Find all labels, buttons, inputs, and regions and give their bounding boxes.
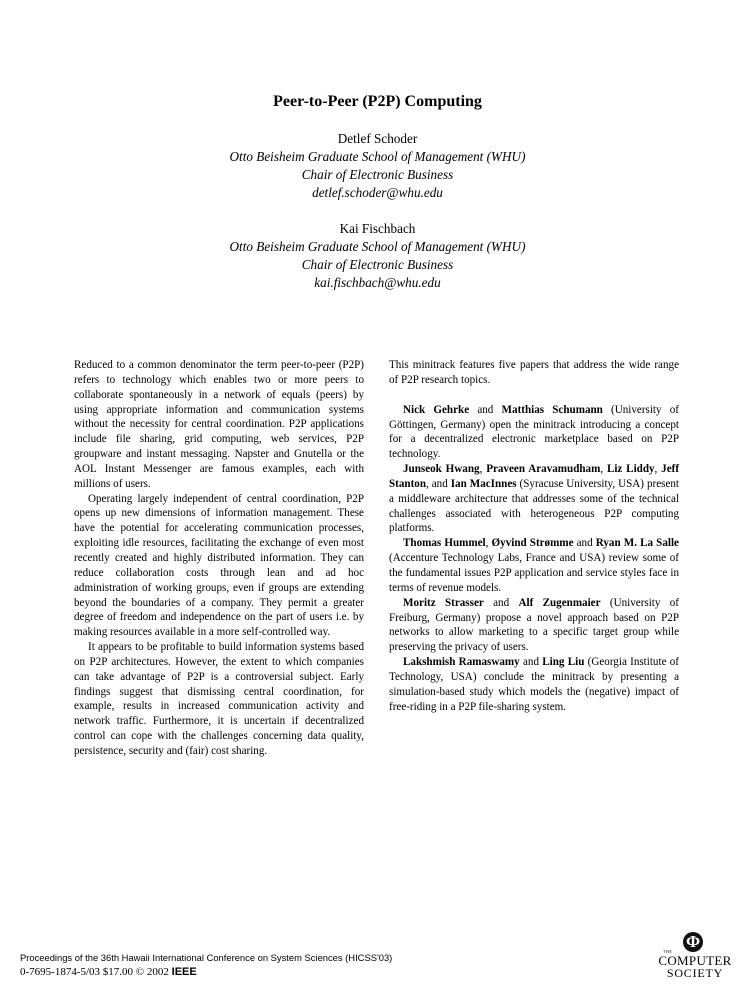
paper-summary: Junseok Hwang, Praveen Aravamudham, Liz Liddy, Jeff Stanton, and Ian MacInnes (Syracuse University, USA) present a middleware architecture that addresses some of the technical challenges associated with heterogeneous P2P computing platforms. (389, 463, 680, 535)
paper-author: Matthias Schumann (501, 403, 603, 416)
paper-author: Thomas Hummel (403, 537, 486, 550)
phi-icon: Φ (683, 932, 703, 952)
author-2 (0, 220, 755, 292)
paper-author: Jeff Stanton (389, 463, 680, 490)
paragraph: It appears to be profitable to build information systems based on P2P architectures. However, the extent to which companies can take advantage of P2P is a controversial subject. Early findings suggest that dismissing central coordination, for example, results in increased communication activity and network traffic. Furthermore, it is uncertain if decentralized control can cope with the challenges concerning data quality, persistence, security and (fair) cost sharing. (74, 641, 364, 757)
author-name: Detlef Schoder (337, 131, 418, 146)
author-department: Chair of Electronic Business (301, 167, 454, 182)
author-email: detlef.schoder@whu.edu (312, 185, 443, 200)
intro-paragraph: This minitrack features five papers that address the wide range of P2P research topics. (389, 359, 679, 386)
right-column (389, 358, 679, 714)
paragraph: Reduced to a common denominator the term peer-to-peer (P2P) refers to technology which enables two or more peers to collaborate spontaneously in a network of equals (peers) by using appropriate information and communication systems without the necessity for central coordination. P2P applications include file sharing, grid computing, web services, P2P groupware and instant messaging. Napster and Gnutella or the AOL Instant Messenger are famous examples, each with millions of users. (74, 359, 364, 490)
paragraph: Operating largely independent of central coordination, P2P opens up new dimensions of information management. These have the potential for accelerating communication processes, exploiting idle resources, facilitating the exchange of even most recently created and highly distributed information. They can reduce collaboration costs through lean and ad hoc administration of working groups, even if groups are extending beyond the boundaries of a company. They permit a greater degree of freedom and independence on the part of users i.e. by making resources available in a more self-controlled way. (74, 492, 364, 639)
author-department: Chair of Electronic Business (301, 257, 454, 272)
paper-author: Ian MacInnes (450, 477, 517, 490)
logo-computer: COMPUTER (658, 953, 732, 968)
paper-summary: Nick Gehrke and Matthias Schumann (University of Göttingen, Germany) open the minitrack introducing a concept for a decentralized electronic marketplace based on P2P technology. (389, 403, 679, 461)
left-column (74, 358, 364, 759)
paper-summary: Moritz Strasser and Alf Zugenmaier (University of Freiburg, Germany) propose a novel approach based on P2P networks to allow marketing to a specific target group while preserving the privacy of users. (389, 596, 679, 654)
paper-author: Alf Zugenmaier (518, 596, 601, 609)
papers-list (389, 403, 679, 715)
paper-author: Praveen Aravamudham (486, 463, 601, 476)
logo-the: THE (663, 949, 673, 954)
paper-summary: Thomas Hummel, Øyvind Strømme and Ryan M. La Salle (Accenture Technology Labs, France and USA) review some of the fundamental issues P2P application and service styles face in terms of revenue models. (389, 537, 679, 594)
paper-author: Lakshmish Ramaswamy (403, 656, 520, 669)
proceedings-footer: Proceedings of the 36th Hawaii International Conference on System Sciences (HICSS'03) (20, 952, 393, 963)
paper-author: Ling Liu (542, 656, 585, 669)
isbn-price: 0-7695-1874-5/03 $17.00 © 2002 (20, 966, 172, 978)
paper-author: Øyvind Strømme (491, 537, 574, 550)
author-name: Kai Fischbach (339, 221, 416, 236)
logo-society: SOCIETY (666, 966, 724, 980)
author-affiliation: Otto Beisheim Graduate School of Management (WHU) (229, 239, 526, 254)
author-1 (0, 130, 755, 202)
computer-society-logo (650, 932, 740, 982)
paper-author: Junseok Hwang (403, 463, 480, 476)
paper-title: Peer-to-Peer (P2P) Computing (273, 93, 482, 110)
paper-author: Liz Liddy (606, 463, 655, 476)
paper-author: Moritz Strasser (403, 596, 484, 609)
author-email: kai.fischbach@whu.edu (314, 275, 441, 290)
paper-summary: Lakshmish Ramaswamy and Ling Liu (Georgia Institute of Technology, USA) conclude the minitrack by presenting a simulation-based study which models the (negative) impact of free-riding in a P2P file-sharing system. (389, 656, 679, 713)
author-affiliation: Otto Beisheim Graduate School of Management (WHU) (229, 149, 526, 164)
paper-author: Ryan M. La Salle (595, 537, 679, 550)
ieee-logo: IEEE (171, 966, 197, 978)
paper-author: Nick Gehrke (403, 403, 470, 416)
isbn-footer (20, 966, 197, 978)
